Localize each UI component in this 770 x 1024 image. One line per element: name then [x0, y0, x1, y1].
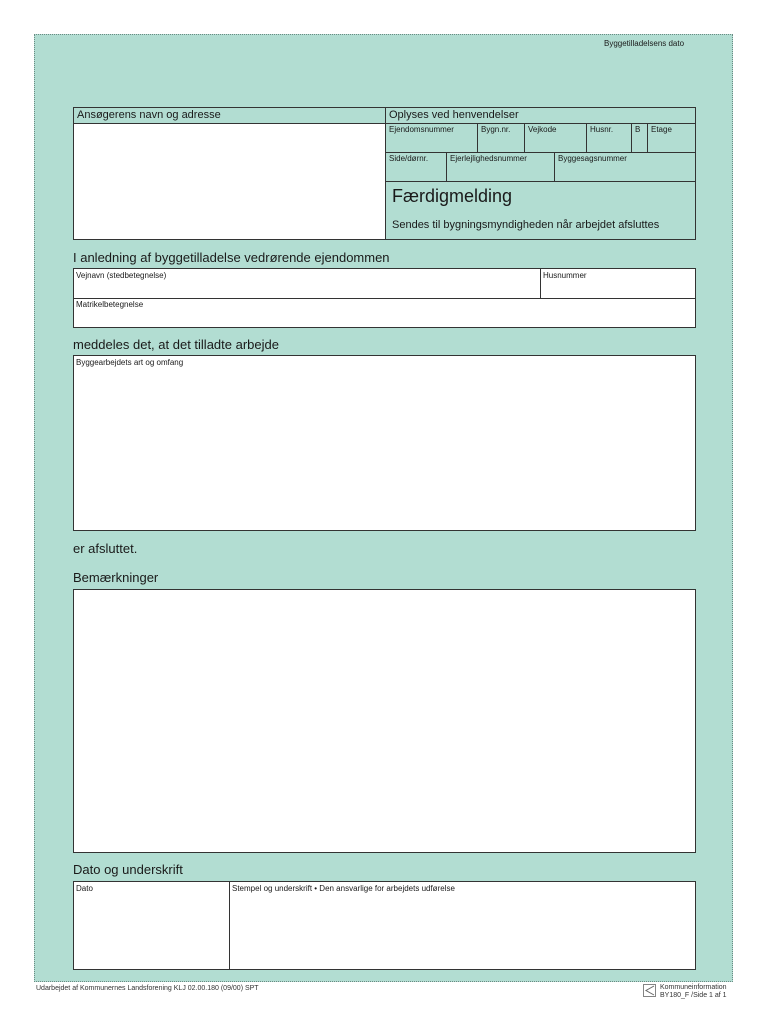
remarks-heading: Bemærkninger: [73, 570, 159, 585]
reference-title: Oplyses ved henvendelser: [389, 109, 519, 121]
signature-field[interactable]: [231, 894, 694, 967]
floor-label: Etage: [651, 125, 672, 134]
street-label: Vejnavn (stedbetegnelse): [76, 271, 167, 280]
road-code-label: Vejkode: [528, 125, 557, 134]
work-label: Byggearbejdets art og omfang: [76, 358, 184, 367]
condo-number-label: Ejerlejlighedsnummer: [450, 154, 527, 163]
b-label: B: [635, 125, 641, 134]
footer-right-line1: Kommuneinformation: [660, 984, 727, 991]
house-number-field[interactable]: [542, 280, 694, 297]
footer-right-line2: BY180_F /Side 1 af 1: [660, 992, 727, 999]
kommuneinformation-logo-icon: [643, 984, 656, 997]
applicant-label: Ansøgerens navn og adresse: [77, 109, 221, 121]
property-section-heading: I anledning af byggetilladelse vedrørende ejendommen: [73, 250, 390, 265]
work-box: [73, 355, 696, 531]
stamp-label: Stempel og underskrift • Den ansvarlige for arbejdets udførelse: [232, 884, 455, 893]
cadastral-label: Matrikelbetegnelse: [76, 300, 144, 309]
property-number-label: Ejendomsnummer: [389, 125, 454, 134]
case-number-label: Byggesagsnummer: [558, 154, 627, 163]
date-field[interactable]: [75, 894, 227, 967]
form-title: Færdigmelding: [392, 186, 513, 206]
applicant-field[interactable]: [75, 124, 384, 238]
form-subtitle: Sendes til bygningsmyndigheden når arbejdet afsluttes: [392, 219, 660, 231]
street-house-number-label: Husnummer: [543, 271, 587, 280]
completed-text: er afsluttet.: [73, 541, 138, 556]
date-label: Dato: [76, 884, 93, 893]
house-number-label: Husnr.: [590, 125, 614, 134]
permit-date-label: Byggetilladelsens dato: [604, 39, 685, 48]
property-box: [73, 268, 696, 328]
applicant-box: [73, 107, 386, 240]
remarks-field[interactable]: [73, 589, 696, 853]
building-number-label: Bygn.nr.: [481, 125, 511, 134]
work-section-heading: meddeles det, at det tilladte arbejde: [73, 337, 279, 352]
signature-box: [73, 881, 696, 970]
work-field[interactable]: [75, 368, 694, 529]
cadastral-field[interactable]: [75, 310, 694, 327]
street-field[interactable]: [75, 280, 538, 297]
signature-heading: Dato og underskrift: [73, 862, 183, 877]
reference-box: [385, 107, 696, 240]
footer-left-text: Udarbejdet af Kommunernes Landsforening KLJ 02.00.180 (09/00) SPT: [36, 985, 259, 992]
side-door-label: Side/dørnr.: [389, 154, 429, 163]
form-sheet: [34, 34, 733, 982]
